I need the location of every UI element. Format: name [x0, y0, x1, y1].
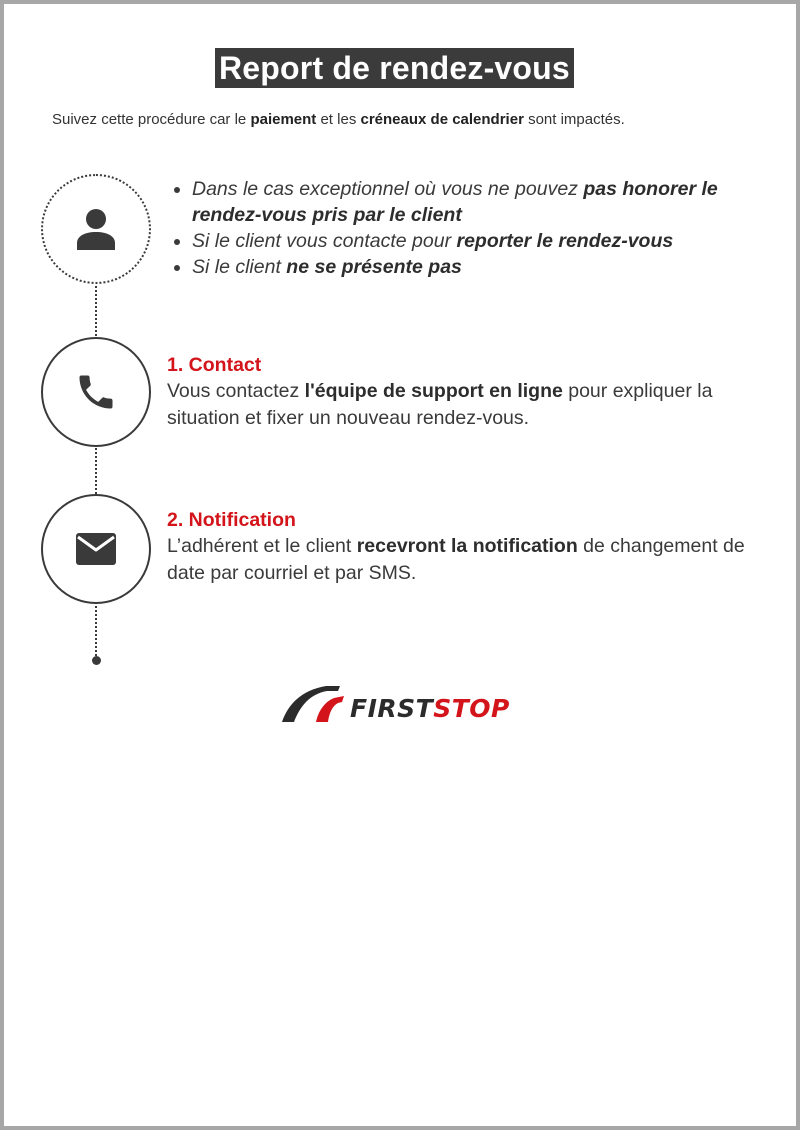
- list-item: Si le client ne se présente pas: [172, 254, 752, 280]
- intro-text: Suivez cette procédure car le paiement et les créneaux de calendrier sont impactés.: [52, 111, 625, 128]
- logo-tyre-icon: [280, 682, 346, 724]
- timeline-end-dot: [92, 656, 101, 665]
- step-contact: [167, 352, 767, 432]
- phone-icon: [74, 370, 118, 414]
- envelope-icon: [75, 532, 117, 566]
- list-item: Dans le cas exceptionnel où vous ne pouvez pas honorer le rendez-vous pris par le client: [172, 176, 752, 228]
- page-title: Report de rendez-vous: [215, 48, 574, 88]
- step-title: 2. Notification: [167, 509, 296, 531]
- logo-stop: STOP: [433, 693, 510, 723]
- step-text: Vous contactez l'équipe de support en ligne pour expliquer la situation et fixer un nouveau rendez-vous.: [167, 380, 713, 429]
- contact-circle: [41, 337, 151, 447]
- list-item: Si le client vous contacte pour reporter le rendez-vous: [172, 228, 752, 254]
- step-notification: [167, 507, 767, 587]
- step-title: 1. Contact: [167, 354, 262, 376]
- step-text: L’adhérent et le client recevront la notification de changement de date par courriel et par SMS.: [167, 535, 745, 584]
- notification-circle: [41, 494, 151, 604]
- logo-first: FIRST: [350, 693, 434, 723]
- timeline-connector: [95, 606, 97, 656]
- conditions-list: [172, 176, 752, 280]
- timeline-connector: [95, 286, 97, 336]
- person-icon: [76, 208, 116, 250]
- firststop-logo: [280, 680, 520, 726]
- client-circle: [41, 174, 151, 284]
- timeline-connector: [95, 448, 97, 494]
